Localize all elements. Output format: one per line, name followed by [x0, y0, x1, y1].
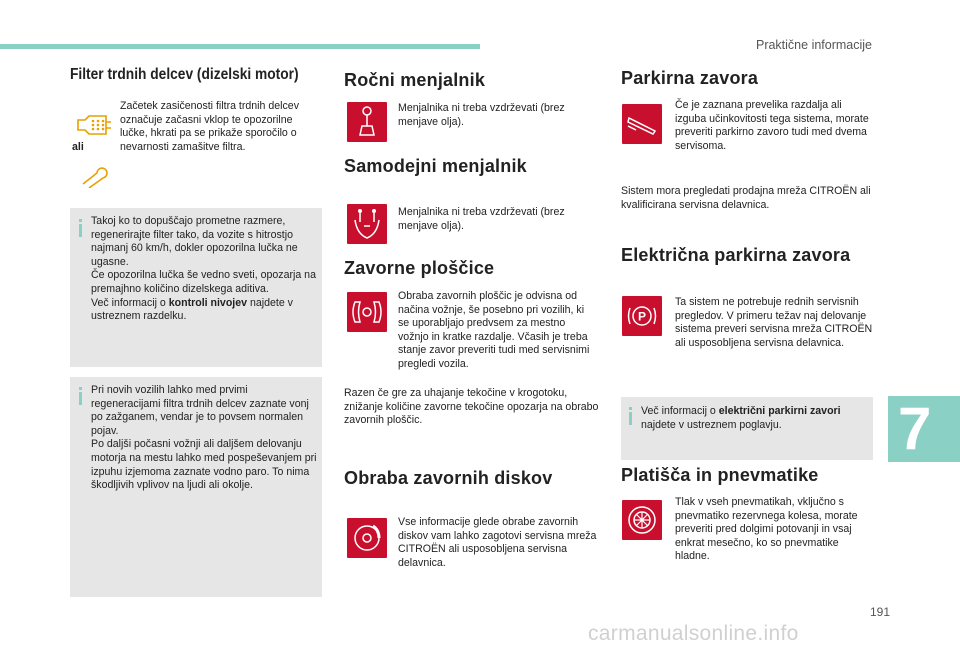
- tyres-title: Platišča in pnevmatike: [621, 465, 819, 485]
- regeneration-text: Takoj ko to dopuščajo prometne razmere, regenerirajte filter tako, da vozite s hitrostjo najmanj 60 km/h, dokler opozorilna lučka ne ugasne. Če opozorilna lučka še vedno sveti, opozarja na premajhno količino dizelskega aditiva. Več informacij o kontroli nivojev najdete v ustreznem razdelku.: [91, 215, 316, 323]
- new-vehicle-text: Pri novih vozilih lahko med prvimi regeneracijami filtra trdnih delcev zaznate vonj po zažganem, vendar je to povsem normalen pojav. Po daljši počasni vožnji ali daljšem delovanju motorja na mestu lahko med pospeševanjem pri izpuhu izjemoma zaznate vodno paro. To nima škodljivih vplivov na ljudi ali okolje.: [91, 384, 317, 492]
- brake-discs-title: Obraba zavornih diskov: [344, 468, 553, 488]
- electric-brake-info-text: Več informacij o električni parkirni zavori najdete v ustreznem poglavju.: [641, 405, 841, 431]
- auto-gearbox-title: Samodejni menjalnik: [344, 156, 527, 176]
- header-accent-bar: [0, 44, 480, 49]
- electric-parking-brake-icon: [622, 296, 662, 336]
- svg-text:P: P: [637, 309, 647, 324]
- dpf-intro-text: Začetek zasičenosti filtra trdnih delcev označuje začasni vklop te opozorilne lučke, hkrati pa se prikaže sporočilo o nevarnosti zamašitve filtra.: [120, 100, 299, 153]
- section-header: Praktične informacije: [755, 38, 872, 52]
- brake-discs-text: Vse informacije glede obrabe zavornih diskov vam lahko zagotovi servisna mreža CITROËN ali usposobljena servisna delavnica.: [398, 516, 597, 569]
- watermark: carmanualsonline.info: [588, 622, 799, 645]
- wrench-warning-icon: [80, 164, 112, 193]
- electric-parking-brake-title: Električna parkirna zavora: [621, 245, 851, 265]
- dpf-title: Filter trdnih delcev (dizelski motor): [70, 66, 299, 83]
- parking-brake-text: Če je zaznana prevelika razdalja ali izguba učinkovitosti tega sistema, morate preveriti parkirno zavoro tudi med dvema servisoma.: [675, 99, 869, 152]
- page-number: 191: [870, 605, 891, 619]
- brake-pads-text: Obraba zavornih ploščic je odvisna od načina vožnje, še posebno pri vozilih, ki se uporabljajo predvsem za mestno vožnjo in kratke razdalje. Včasih je treba stanje zavor preveriti tudi med servisnimi pregledi vozila.: [398, 290, 590, 370]
- info-icon: [629, 412, 632, 425]
- electric-parking-brake-text: Ta sistem ne potrebuje rednih servisnih pregledov. V primeru težav naj delovanje sistema preveri servisna mreža CITROËN ali usposobljena servisna delavnica.: [675, 296, 873, 349]
- info-icon: [79, 392, 82, 405]
- auto-gearbox-text: Menjalnika ni treba vzdrževati (brez menjave olja).: [398, 206, 565, 232]
- gear-lever-icon: [347, 102, 387, 142]
- manual-gearbox-text: Menjalnika ni treba vzdrževati (brez menjave olja).: [398, 102, 565, 128]
- automatic-gearbox-icon: [347, 204, 387, 244]
- chapter-tab: 7: [888, 396, 960, 462]
- parking-brake-note: Sistem mora pregledati prodajna mreža CITROËN ali kvalificirana servisna delavnica.: [621, 185, 871, 211]
- parking-brake-icon: [622, 104, 662, 144]
- brake-pads-icon: [347, 292, 387, 332]
- brake-fluid-note: Razen če gre za uhajanje tekočine v krogotoku, znižanje količine zavorne tekočine opozarja na obrabo zavornih ploščic.: [344, 387, 599, 427]
- tyres-text: Tlak v vseh pnevmatikah, vključno s pnevmatiko rezervnega kolesa, morate preveriti pred dolgimi potovanji in vsaj enkrat mesečno, ko so pnevmatike hladne.: [675, 496, 858, 563]
- manual-gearbox-title: Ročni menjalnik: [344, 70, 486, 90]
- info-icon: [79, 224, 82, 237]
- brake-pads-title: Zavorne ploščice: [344, 258, 495, 278]
- brake-disc-icon: [347, 518, 387, 558]
- parking-brake-title: Parkirna zavora: [621, 68, 759, 88]
- or-label: ali: [72, 141, 84, 153]
- dpf-warning-icon: [76, 114, 112, 141]
- wheel-icon: [622, 500, 662, 540]
